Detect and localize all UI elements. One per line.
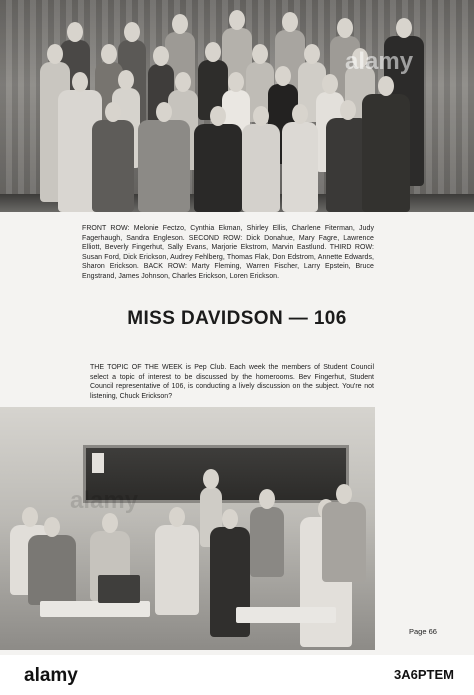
books-stack [98,575,140,603]
student-figure [322,502,366,582]
student-figure [250,507,284,577]
student-figure [242,124,280,212]
student-figure [194,124,242,212]
classroom-photo [0,407,375,650]
student-figure [92,120,134,212]
story-paragraph: THE TOPIC OF THE WEEK is Pep Club. Each week the members of Student Council select a topic of interest to be discussed by the homerooms. Bev Fingerhut, Student Council representative of 106, is conducting a lively discussion on the subject. You're not listening, Chuck Erickson? [90,364,374,400]
photo-caption: FRONT ROW: Melonie Fectzo, Cynthia Ekman, Shirley Ellis, Charlene Fiterman, Judy Fagerhaugh, Sandra Engleson. SECOND ROW: Dick Donahue, Mary Fagre, Lawrence Elliott, Beverly Fingerhut, Sally Evans, Marjorie Ekstrom, Marvin Eastlund. THIRD ROW: Susan Ford, Dick Erickson, Audrey Fehlberg, Thomas Flak, Don Edstrom, Annette Edwards, Sharon Erickson. BACK ROW: Marty Fleming, Warren Fischer, Larry Epstein, Bruce Engstrand, James Johnson, Charles Erickson, Loren Erickson. [82,225,374,280]
watermark-brand: alamy [24,665,78,686]
student-figure [155,525,199,615]
student-figure [138,120,190,212]
student-figure [28,535,76,605]
student-figure [362,94,410,212]
group-photo [0,0,474,212]
watermark-overlay: alamy [345,48,414,75]
board-notice [92,453,104,473]
page-title: MISS DAVIDSON — 106 [127,308,347,329]
watermark-code: 3A6PTEM [394,667,454,682]
page-number: Page 66 [409,627,437,636]
watermark-overlay: alamy [70,487,139,514]
watermark-footer [0,655,474,695]
desk [40,601,150,617]
student-figure [282,122,318,212]
desk [236,607,336,623]
